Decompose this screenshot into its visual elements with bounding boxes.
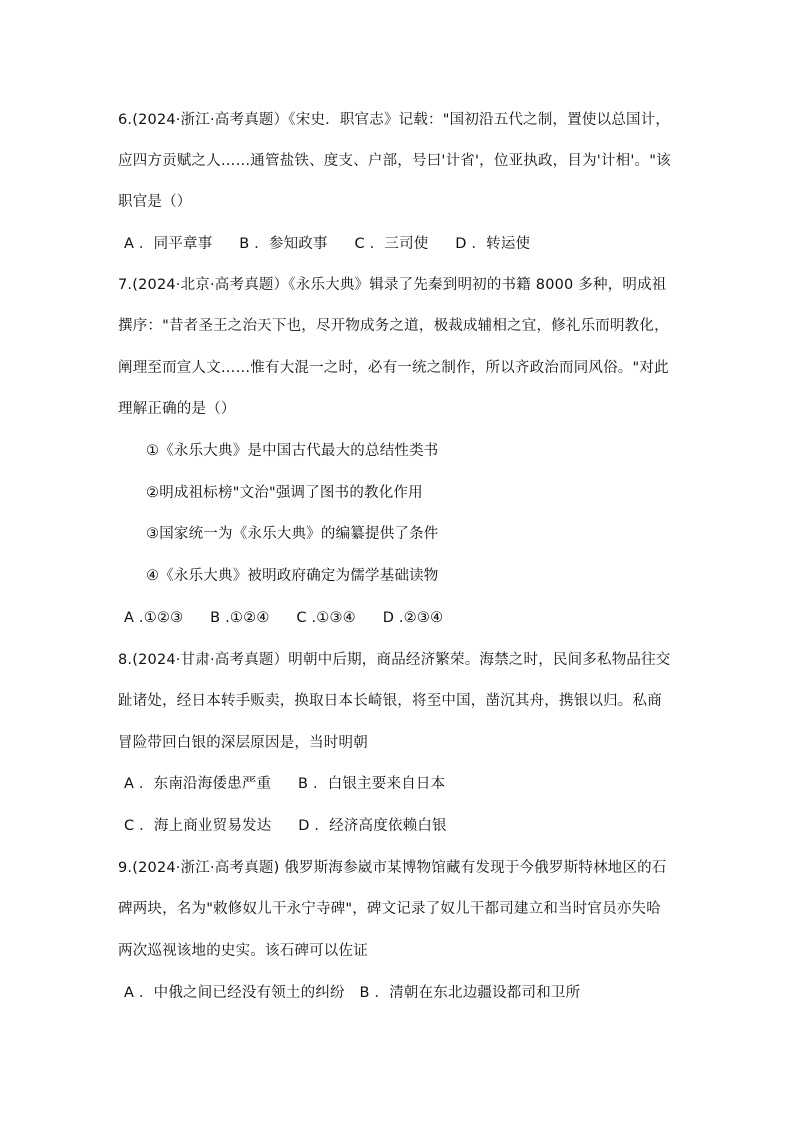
q6-stem-line-1: 6.(2024·浙江·高考真题）《宋史．职官志》记载："国初沿五代之制，置使以总国计，	[118, 112, 671, 128]
q6-option-a[interactable]: A ．同平章事	[124, 236, 213, 252]
q7-options	[124, 608, 443, 628]
q9-stem-line-3: 两次巡视该地的史实。该石碑可以佐证	[118, 943, 368, 959]
q7-option-c[interactable]: C .①③④	[296, 610, 356, 626]
q8-option-c[interactable]: C ．海上商业贸易发达	[124, 818, 272, 834]
q8-option-a[interactable]: A ．东南沿海倭患严重	[124, 776, 272, 792]
q6-stem-line-2: 应四方贡赋之人……通管盐铁、度支、户部，号曰'计省'，位亚执政，目为'计相'。"该	[118, 153, 671, 169]
q7-stem-line-3: 阐理至而宣人文……惟有大混一之时，必有一统之制作，所以齐政治而同风俗。"对此	[118, 360, 669, 376]
q9-stem-line-2: 碑两块，名为"敕修奴儿干永宁寺碑"，碑文记录了奴儿干都司建立和当时官员亦失哈	[118, 901, 661, 917]
q7-statement-4: ④《永乐大典》被明政府确定为儒学基础读物	[146, 568, 439, 584]
q7-option-b[interactable]: B .①②④	[210, 610, 270, 626]
q7-stem-line-2: 撰序："昔者圣王之治天下也，尽开物成务之道，极裁成辅相之宜，修礼乐而明教化，	[118, 318, 669, 334]
q7-option-a[interactable]: A .①②③	[124, 610, 184, 626]
q9-option-a[interactable]: A ．中俄之间已经没有领土的纠纷	[124, 985, 345, 1001]
q8-stem-line-2: 趾诸处，经日本转手贩卖，换取日本长崎银，将至中国，凿沉其舟，携银以归。私商	[118, 693, 662, 709]
q6-stem-line-3: 职官是（）	[118, 194, 192, 210]
q9-stem-line-1: 9.(2024·浙江·高考真题) 俄罗斯海参崴市某博物馆藏有发现于今俄罗斯特林地区的石	[118, 860, 667, 876]
q6-option-d[interactable]: D ．转运使	[455, 236, 531, 252]
q7-option-d[interactable]: D .②③④	[382, 610, 444, 626]
q8-option-b[interactable]: B ．白银主要来自日本	[298, 776, 446, 792]
q8-option-d[interactable]: D ．经济高度依赖白银	[298, 818, 447, 834]
q7-stem-line-1: 7.(2024·北京·高考真题）《永乐大典》辑录了先秦到明初的书籍 8000 多种，明成祖	[118, 277, 667, 293]
q6-option-c[interactable]: C ．三司使	[354, 236, 429, 252]
q8-options-row-2	[124, 816, 447, 836]
q7-statement-3: ③国家统一为《永乐大典》的编纂提供了条件	[146, 526, 439, 542]
q9-options-row-1	[124, 983, 580, 1003]
q9-option-b[interactable]: B ．清朝在东北边疆设都司和卫所	[359, 985, 581, 1001]
q6-option-b[interactable]: B ．参知政事	[239, 236, 328, 252]
q7-statement-2: ②明成祖标榜"文治"强调了图书的教化作用	[146, 485, 423, 501]
q7-stem-line-4: 理解正确的是（）	[118, 401, 236, 417]
q8-stem-line-1: 8.(2024·甘肃·高考真题）明朝中后期，商品经济繁荣。海禁之时，民间多私物品往交	[118, 652, 671, 668]
q8-stem-line-3: 冒险带回白银的深层原因是，当时明朝	[118, 735, 368, 751]
q6-options	[124, 234, 530, 254]
q8-options-row-1	[124, 774, 445, 794]
q7-statement-1: ①《永乐大典》是中国古代最大的总结性类书	[146, 443, 439, 459]
